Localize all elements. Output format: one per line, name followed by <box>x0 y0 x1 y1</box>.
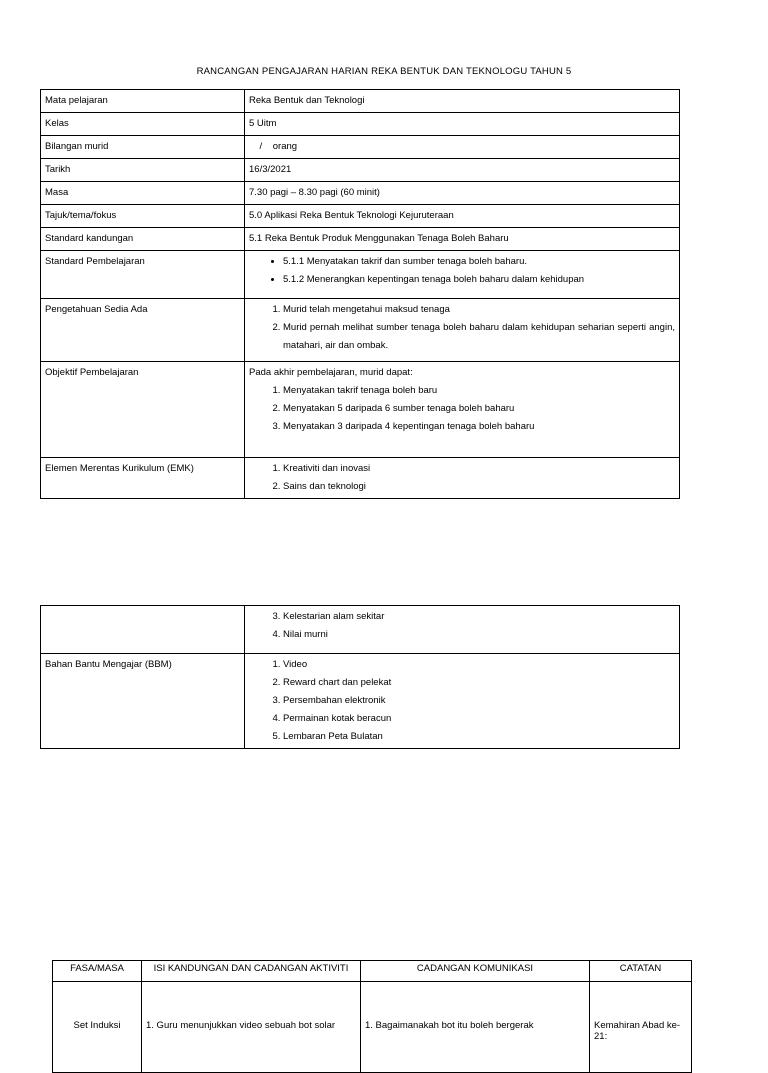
row-value: 5.1 Reka Bentuk Produk Menggunakan Tenaga Boleh Baharu <box>245 228 680 251</box>
row-label: Elemen Merentas Kurikulum (EMK) <box>41 458 245 499</box>
row-label <box>41 606 245 654</box>
list-item: 1. Video <box>283 656 675 674</box>
table-row <box>41 251 680 299</box>
numbered-list <box>249 608 675 644</box>
numbered-list <box>249 301 675 355</box>
list-item: 2. Menyatakan 5 daripada 6 sumber tenaga boleh baharu <box>283 400 675 418</box>
document-title: RANCANGAN PENGAJARAN HARIAN REKA BENTUK DAN TEKNOLOGU TAHUN 5 <box>196 66 572 77</box>
row-value <box>245 606 680 654</box>
list-item: • 5.1.2 Menerangkan kepentingan tenaga boleh baharu dalam kehidupan <box>283 271 675 289</box>
table-header-row <box>53 961 692 982</box>
list-item: 1. Menyatakan takrif tenaga boleh baru <box>283 382 675 400</box>
row-label: Tajuk/tema/fokus <box>41 205 245 228</box>
column-header: FASA/MASA <box>53 961 142 982</box>
table-row <box>41 299 680 362</box>
phase-table <box>52 960 692 1073</box>
column-header: CATATAN <box>590 961 692 982</box>
table-row <box>41 159 680 182</box>
table-row <box>41 113 680 136</box>
list-item: 1. Kreativiti dan inovasi <box>283 460 675 478</box>
row-label: Kelas <box>41 113 245 136</box>
list-item: 4. Nilai murni <box>283 626 675 644</box>
row-label: Bilangan murid <box>41 136 245 159</box>
row-label: Tarikh <box>41 159 245 182</box>
list-item: 2. Murid pernah melihat sumber tenaga boleh baharu dalam kehidupan seharian seperti angin, matahari, air dan ombak. <box>283 319 675 355</box>
bullet-list <box>249 253 675 289</box>
numbered-list <box>249 382 675 436</box>
list-item: 1. Murid telah mengetahui maksud tenaga <box>283 301 675 319</box>
row-label: Masa <box>41 182 245 205</box>
numbered-list <box>249 656 675 746</box>
table-row <box>41 654 680 749</box>
list-item: 5. Lembaran Peta Bulatan <box>283 728 675 746</box>
row-value <box>245 654 680 749</box>
row-value: 5.0 Aplikasi Reka Bentuk Teknologi Kejuruteraan <box>245 205 680 228</box>
row-value <box>245 251 680 299</box>
table-row <box>41 182 680 205</box>
row-label: Bahan Bantu Mengajar (BBM) <box>41 654 245 749</box>
list-item: 2. Sains dan teknologi <box>283 478 675 496</box>
row-value: 16/3/2021 <box>245 159 680 182</box>
row-label: Objektif Pembelajaran <box>41 362 245 458</box>
table-cell: Kemahiran Abad ke-21: <box>590 982 692 1073</box>
table-cell: 1. Guru menunjukkan video sebuah bot solar <box>142 982 361 1073</box>
objective-intro: Pada akhir pembelajaran, murid dapat: <box>249 367 413 378</box>
column-header: CADANGAN KOMUNIKASI <box>361 961 590 982</box>
column-header: ISI KANDUNGAN DAN CADANGAN AKTIVITI <box>142 961 361 982</box>
list-item: • 5.1.1 Menyatakan takrif dan sumber tenaga boleh baharu. <box>283 253 675 271</box>
table-row <box>41 362 680 458</box>
list-item: 3. Persembahan elektronik <box>283 692 675 710</box>
lesson-plan-table-1 <box>40 89 680 499</box>
row-value: Reka Bentuk dan Teknologi <box>245 90 680 113</box>
row-value: 7.30 pagi – 8.30 pagi (60 minit) <box>245 182 680 205</box>
row-value <box>245 458 680 499</box>
row-value: 5 Uitm <box>245 113 680 136</box>
row-value <box>245 362 680 458</box>
row-value: / orang <box>245 136 680 159</box>
table-row <box>41 205 680 228</box>
row-value <box>245 299 680 362</box>
table-cell: Set Induksi <box>53 982 142 1073</box>
table-row <box>41 458 680 499</box>
list-item: 2. Reward chart dan pelekat <box>283 674 675 692</box>
row-label: Mata pelajaran <box>41 90 245 113</box>
lesson-plan-table-2 <box>40 605 680 749</box>
list-item: 3. Kelestarian alam sekitar <box>283 608 675 626</box>
table-row <box>41 136 680 159</box>
list-item: 4. Permainan kotak beracun <box>283 710 675 728</box>
row-label: Pengetahuan Sedia Ada <box>41 299 245 362</box>
numbered-list <box>249 460 675 496</box>
table-cell: 1. Bagaimanakah bot itu boleh bergerak <box>361 982 590 1073</box>
table-row <box>41 90 680 113</box>
table-row <box>41 606 680 654</box>
list-item: 3. Menyatakan 3 daripada 4 kepentingan tenaga boleh baharu <box>283 418 675 436</box>
table-row <box>41 228 680 251</box>
row-label: Standard Pembelajaran <box>41 251 245 299</box>
table-row <box>53 982 692 1073</box>
row-label: Standard kandungan <box>41 228 245 251</box>
